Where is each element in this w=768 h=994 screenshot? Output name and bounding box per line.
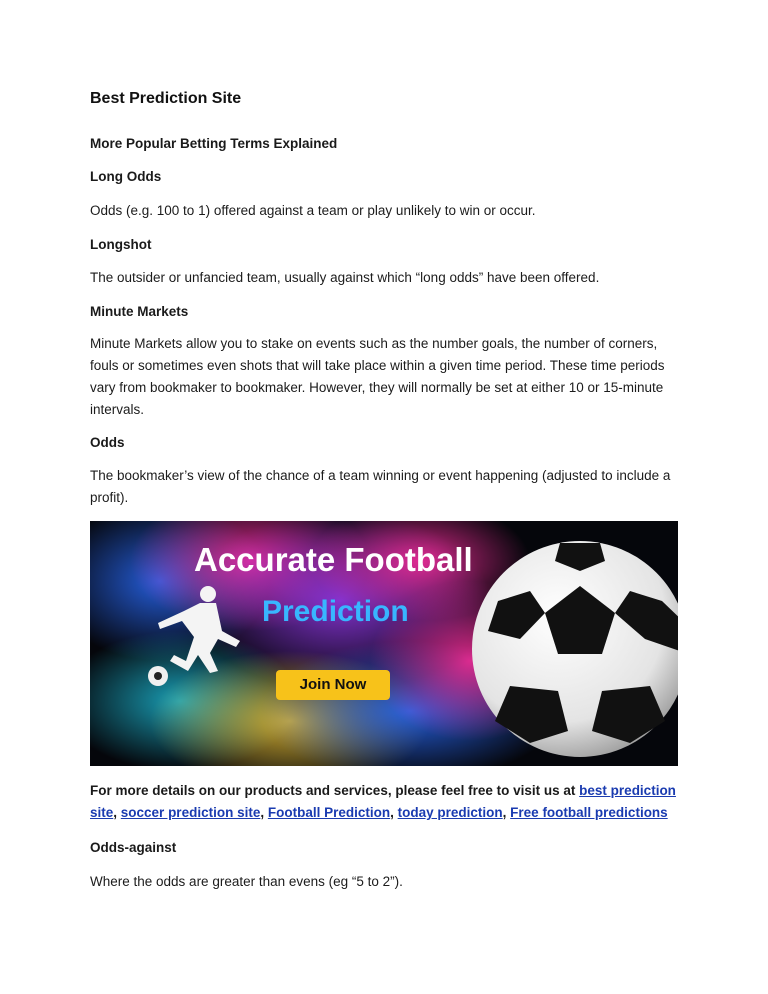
section-heading-odds: Odds	[90, 435, 125, 450]
banner-heading: Accurate Football	[194, 541, 473, 578]
section-heading-odds-against: Odds-against	[90, 840, 177, 855]
link-separator: ,	[260, 805, 268, 820]
join-now-button[interactable]: Join Now	[276, 670, 390, 700]
subtitle-heading: More Popular Betting Terms Explained	[90, 136, 338, 151]
section-heading-long-odds: Long Odds	[90, 169, 162, 184]
section-text-odds-against: Where the odds are greater than evens (eg “5 to 2”).	[90, 874, 403, 889]
document-title: Best Prediction Site	[90, 90, 242, 107]
link-separator: ,	[390, 805, 398, 820]
banner-subheading: Prediction	[262, 595, 409, 628]
link-separator: ,	[113, 805, 121, 820]
section-text-minute-markets: Minute Markets allow you to stake on events such as the number goals, the number of corners, fouls or sometimes even shots that will take place within a given time period. These time periods vary from bookmaker to bookmaker. However, they will normally be set at either 10 or 15-minute intervals.	[90, 336, 665, 417]
link-soccer-prediction-site[interactable]: soccer prediction site	[120, 805, 261, 820]
link-football-prediction[interactable]: Football Prediction	[267, 805, 391, 820]
promo-paragraph	[90, 780, 686, 824]
football-prediction-banner[interactable]	[90, 521, 678, 766]
section-text-longshot: The outsider or unfancied team, usually against which “long odds” have been offered.	[90, 270, 600, 285]
section-heading-longshot: Longshot	[90, 237, 152, 252]
link-today-prediction[interactable]: today prediction	[397, 805, 503, 820]
section-text-long-odds: Odds (e.g. 100 to 1) offered against a team or play unlikely to win or occur.	[90, 203, 536, 218]
link-free-football-predictions[interactable]: Free football predictions	[510, 805, 668, 820]
section-text-odds: The bookmaker’s view of the chance of a team winning or event happening (adjusted to include a profit).	[90, 468, 671, 505]
link-separator: ,	[502, 805, 511, 820]
promo-lead: For more details on our products and services, please feel free to visit us at	[90, 783, 576, 798]
soccer-ball-icon	[472, 541, 678, 757]
link-best-prediction-site[interactable]: best prediction site	[90, 783, 676, 820]
section-heading-minute-markets: Minute Markets	[90, 304, 189, 319]
